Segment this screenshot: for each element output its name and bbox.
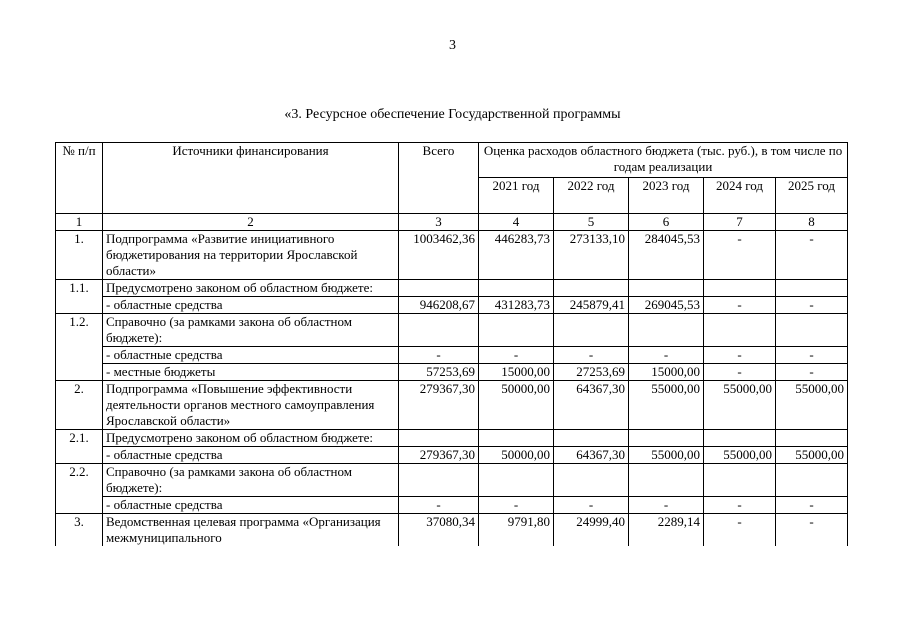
year-value: - <box>704 497 776 514</box>
year-value: 64367,30 <box>554 447 629 464</box>
column-index: 6 <box>629 214 704 231</box>
year-value: 55000,00 <box>776 447 848 464</box>
total-value <box>399 430 479 447</box>
row-number: 3. <box>56 514 103 547</box>
total-value: - <box>399 347 479 364</box>
table-row <box>56 514 848 547</box>
column-index-row <box>56 214 848 231</box>
table-row <box>56 430 848 447</box>
year-value: 55000,00 <box>776 381 848 430</box>
year-value: 446283,73 <box>479 231 554 280</box>
year-value: - <box>704 297 776 314</box>
year-value: 64367,30 <box>554 381 629 430</box>
year-value <box>629 280 704 297</box>
year-value: 2289,14 <box>629 514 704 547</box>
year-value <box>776 314 848 347</box>
column-index: 1 <box>56 214 103 231</box>
year-value <box>629 464 704 497</box>
year-value <box>704 464 776 497</box>
year-value: - <box>629 497 704 514</box>
resource-table <box>55 142 848 546</box>
year-value: - <box>704 347 776 364</box>
year-value: - <box>776 364 848 381</box>
table-row <box>56 381 848 430</box>
year-value: 27253,69 <box>554 364 629 381</box>
header-year: 2023 год <box>629 178 704 214</box>
column-index: 4 <box>479 214 554 231</box>
header-row <box>56 143 848 178</box>
year-value: 245879,41 <box>554 297 629 314</box>
total-value <box>399 280 479 297</box>
column-index: 2 <box>103 214 399 231</box>
year-value: - <box>776 297 848 314</box>
table-row <box>56 464 848 497</box>
year-value <box>479 430 554 447</box>
section-title: «3. Ресурсное обеспечение Государственной программы <box>284 107 621 122</box>
row-number: 2.1. <box>56 430 103 464</box>
header-year: 2022 год <box>554 178 629 214</box>
header-num: № п/п <box>56 143 103 214</box>
year-value <box>629 430 704 447</box>
total-value: - <box>399 497 479 514</box>
year-value <box>479 280 554 297</box>
year-value <box>704 314 776 347</box>
year-value: - <box>704 364 776 381</box>
column-index: 3 <box>399 214 479 231</box>
source-name: - областные средства <box>103 447 399 464</box>
year-value: 50000,00 <box>479 447 554 464</box>
total-value: 57253,69 <box>399 364 479 381</box>
total-value <box>399 464 479 497</box>
source-name: Предусмотрено законом об областном бюджете: <box>103 430 399 447</box>
year-value <box>776 280 848 297</box>
year-value <box>629 314 704 347</box>
page-number: 3 <box>449 38 456 53</box>
table-row <box>56 347 848 364</box>
year-value: 50000,00 <box>479 381 554 430</box>
year-value: - <box>704 514 776 547</box>
year-value: - <box>776 497 848 514</box>
year-value <box>479 464 554 497</box>
row-number: 2. <box>56 381 103 430</box>
year-value: 9791,80 <box>479 514 554 547</box>
year-value: 55000,00 <box>629 381 704 430</box>
total-value: 279367,30 <box>399 447 479 464</box>
year-value <box>554 464 629 497</box>
source-name: - областные средства <box>103 347 399 364</box>
year-value: - <box>479 497 554 514</box>
row-number: 1.1. <box>56 280 103 314</box>
header-year: 2024 год <box>704 178 776 214</box>
year-value: - <box>554 347 629 364</box>
year-value: - <box>704 231 776 280</box>
table-row <box>56 497 848 514</box>
table-row <box>56 231 848 280</box>
total-value: 946208,67 <box>399 297 479 314</box>
header-year: 2025 год <box>776 178 848 214</box>
year-value: - <box>776 514 848 547</box>
year-value <box>479 314 554 347</box>
year-value: - <box>776 347 848 364</box>
header-year: 2021 год <box>479 178 554 214</box>
column-index: 8 <box>776 214 848 231</box>
year-value <box>554 280 629 297</box>
year-value: - <box>776 231 848 280</box>
total-value <box>399 314 479 347</box>
source-name: - местные бюджеты <box>103 364 399 381</box>
year-value: 55000,00 <box>704 381 776 430</box>
year-value: 431283,73 <box>479 297 554 314</box>
source-name: - областные средства <box>103 297 399 314</box>
total-value: 279367,30 <box>399 381 479 430</box>
year-value: 284045,53 <box>629 231 704 280</box>
table-row <box>56 447 848 464</box>
year-value <box>554 314 629 347</box>
year-value: 55000,00 <box>704 447 776 464</box>
table-row <box>56 297 848 314</box>
year-value <box>554 430 629 447</box>
year-value: 269045,53 <box>629 297 704 314</box>
year-value <box>776 430 848 447</box>
year-value <box>704 280 776 297</box>
row-number: 2.2. <box>56 464 103 514</box>
header-total: Всего <box>399 143 479 214</box>
year-value <box>704 430 776 447</box>
source-name: Ведомственная целевая программа «Организация межмуниципального <box>103 514 399 547</box>
source-name: - областные средства <box>103 497 399 514</box>
source-name: Подпрограмма «Повышение эффективности деятельности органов местного самоуправления Ярославской области» <box>103 381 399 430</box>
source-name: Справочно (за рамками закона об областном бюджете): <box>103 464 399 497</box>
table-row <box>56 314 848 347</box>
year-value: - <box>479 347 554 364</box>
year-value: 15000,00 <box>479 364 554 381</box>
total-value: 1003462,36 <box>399 231 479 280</box>
row-number: 1. <box>56 231 103 280</box>
year-value <box>776 464 848 497</box>
year-value: 55000,00 <box>629 447 704 464</box>
total-value: 37080,34 <box>399 514 479 547</box>
year-value: 15000,00 <box>629 364 704 381</box>
table-row <box>56 280 848 297</box>
source-name: Предусмотрено законом об областном бюджете: <box>103 280 399 297</box>
year-value: 273133,10 <box>554 231 629 280</box>
year-value: - <box>629 347 704 364</box>
source-name: Подпрограмма «Развитие инициативного бюджетирования на территории Ярославской области» <box>103 231 399 280</box>
table-row <box>56 364 848 381</box>
header-source: Источники финансирования <box>103 143 399 214</box>
column-index: 7 <box>704 214 776 231</box>
year-value: - <box>554 497 629 514</box>
row-number: 1.2. <box>56 314 103 381</box>
header-estimate: Оценка расходов областного бюджета (тыс. руб.), в том числе по годам реализации <box>479 143 848 178</box>
year-value: 24999,40 <box>554 514 629 547</box>
source-name: Справочно (за рамками закона об областном бюджете): <box>103 314 399 347</box>
column-index: 5 <box>554 214 629 231</box>
